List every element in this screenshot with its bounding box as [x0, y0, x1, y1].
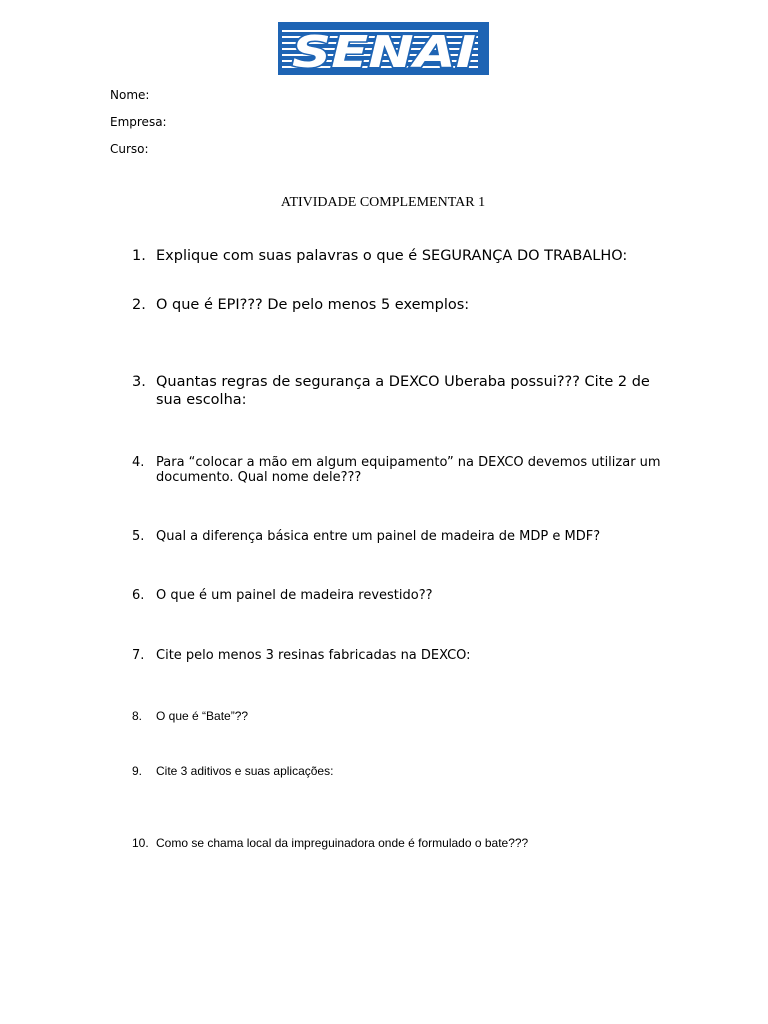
question-2: [132, 296, 672, 314]
question-number: 8.: [132, 709, 143, 723]
question-number: 10.: [132, 836, 149, 850]
senai-logo: [278, 22, 489, 75]
question-1: [132, 247, 672, 265]
nome-label: Nome:: [110, 88, 150, 102]
question-6: [132, 588, 672, 603]
question-number: 3.: [132, 374, 146, 390]
page-title: ATIVIDADE COMPLEMENTAR 1: [280, 195, 486, 210]
curso-label: Curso:: [110, 142, 149, 156]
question-text: Como se chama local da impreguinadora onde é formulado o bate???: [156, 836, 529, 850]
question-4: [132, 455, 677, 485]
question-text: Cite pelo menos 3 resinas fabricadas na DEXCO:: [156, 648, 471, 663]
question-text: O que é um painel de madeira revestido??: [156, 588, 433, 603]
question-text: Quantas regras de segurança a DEXCO Uberaba possui??? Cite 2 de sua escolha:: [156, 374, 650, 408]
question-8: [132, 709, 672, 723]
question-3: [132, 373, 652, 409]
question-text: Explique com suas palavras o que é SEGURANÇA DO TRABALHO:: [156, 248, 628, 264]
question-text: O que é EPI??? De pelo menos 5 exemplos:: [156, 297, 470, 313]
empresa-label: Empresa:: [110, 115, 167, 129]
question-7: [132, 648, 672, 663]
question-number: 1.: [132, 248, 146, 264]
question-number: 2.: [132, 297, 146, 313]
question-number: 5.: [132, 529, 145, 544]
question-text: O que é “Bate”??: [156, 709, 249, 723]
question-text: Para “colocar a mão em algum equipamento” na DEXCO devemos utilizar um documento. Qual nome dele???: [156, 455, 661, 485]
question-5: [132, 529, 672, 544]
svg-text:SENAI: SENAI: [292, 27, 476, 75]
question-9: [132, 764, 672, 778]
question-number: 7.: [132, 648, 145, 663]
question-text: Cite 3 aditivos e suas aplicações:: [156, 764, 334, 778]
question-number: 6.: [132, 588, 145, 603]
question-text: Qual a diferença básica entre um painel de madeira de MDP e MDF?: [156, 529, 601, 544]
question-number: 9.: [132, 764, 143, 778]
question-number: 4.: [132, 455, 145, 470]
question-10: [132, 836, 672, 850]
